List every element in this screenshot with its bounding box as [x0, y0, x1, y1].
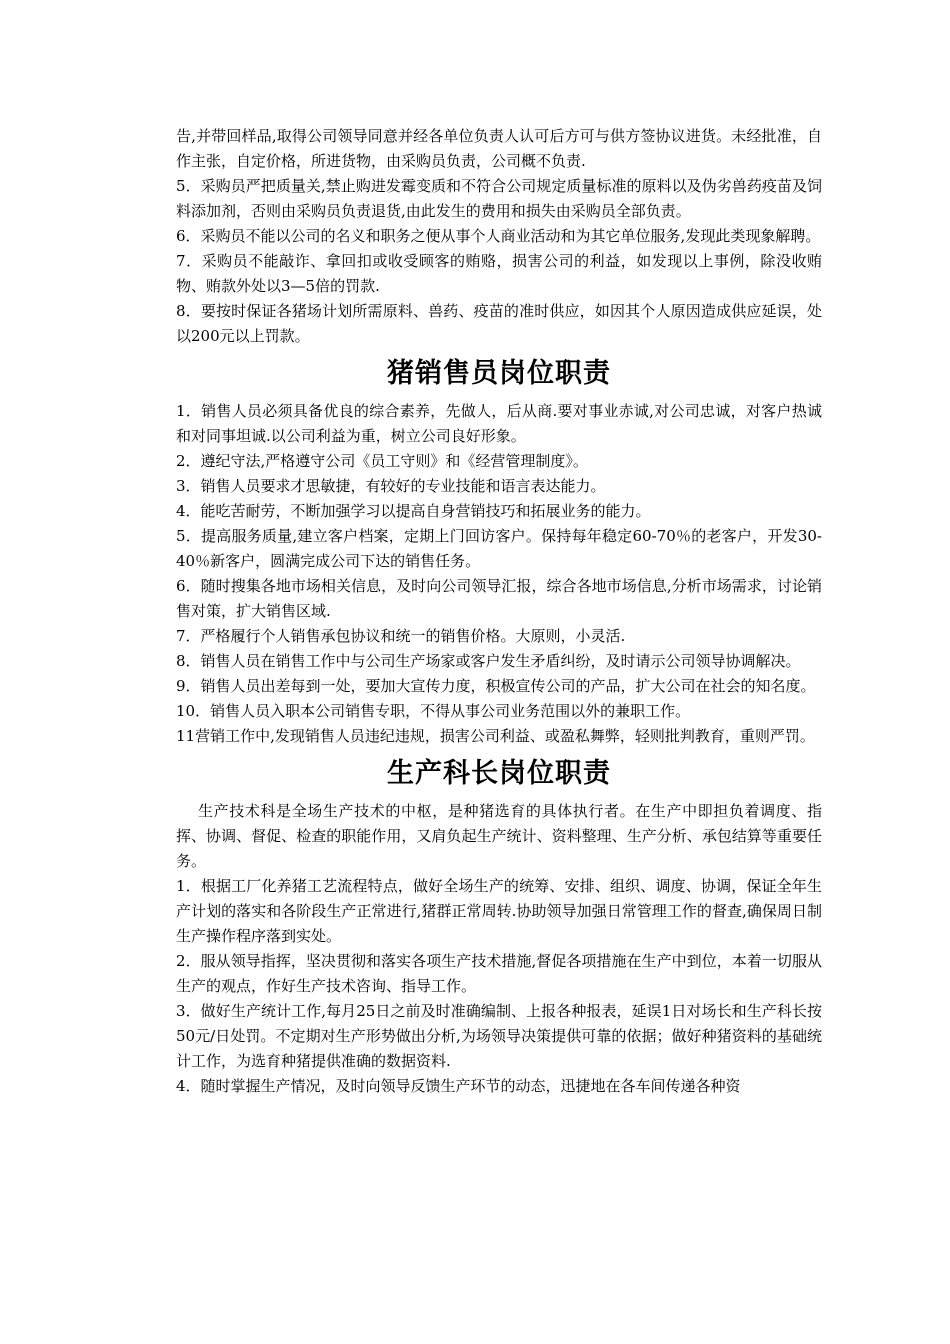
- document-page: [176, 124, 822, 1099]
- paragraph: 8．销售人员在销售工作中与公司生产场家或客户发生矛盾纠纷，及时请示公司领导协调解决。: [176, 652, 801, 670]
- paragraph: 11营销工作中,发现销售人员违纪违规，损害公司利益、或盈私舞弊，轻则批判教育，重则严罚。: [176, 727, 815, 745]
- paragraph: 3．销售人员要求才思敏捷，有较好的专业技能和语言表达能力。: [176, 477, 606, 495]
- paragraph: 3．做好生产统计工作,每月25日之前及时准确编制、上报各种报表，延误1日对场长和生产科长按50元/日处罚。不定期对生产形势做出分析,为场领导决策提供可靠的依据；做好种猪资料的基础统计工作，为选育种猪提供准确的数据资料.: [176, 1002, 822, 1070]
- paragraph: 4．随时掌握生产情况，及时向领导反馈生产环节的动态，迅捷地在各车间传递各种资: [176, 1077, 741, 1095]
- paragraph: 告,并带回样品,取得公司领导同意并经各单位负责人认可后方可与供方签协议进货。未经批准，自作主张，自定价格，所进货物，由采购员负责，公司概不负责.: [176, 127, 822, 170]
- section-title: 生产科长岗位职责: [387, 758, 611, 789]
- paragraph: 6．随时搜集各地市场相关信息，及时向公司领导汇报，综合各地市场信息,分析市场需求，讨论销售对策，扩大销售区域.: [176, 577, 822, 620]
- paragraph: 5．提高服务质量,建立客户档案，定期上门回访客户。保持每年稳定60-70％的老客户，开发30-40％新客户，圆满完成公司下达的销售任务。: [176, 527, 822, 570]
- paragraph: 2．遵纪守法,严格遵守公司《员工守则》和《经营管理制度》。: [176, 452, 588, 470]
- section-title: 猪销售员岗位职责: [387, 358, 611, 389]
- paragraph: 9．销售人员出差每到一处，要加大宣传力度，积极宣传公司的产品，扩大公司在社会的知名度。: [176, 677, 816, 695]
- section-production: [176, 749, 822, 1099]
- section-intro: [176, 124, 822, 349]
- paragraph: 1．根据工厂化养猪工艺流程特点，做好全场生产的统筹、安排、组织、调度、协调，保证全年生产计划的落实和各阶段生产正常进行,猪群正常周转.协助领导加强日常管理工作的督查,确保周日制生产操作程序落到实处。: [176, 877, 822, 945]
- paragraph: 2．服从领导指挥，坚决贯彻和落实各项生产技术措施,督促各项措施在生产中到位，本着一切服从生产的观点，作好生产技术咨询、指导工作。: [176, 952, 822, 995]
- paragraph: 8．要按时保证各猪场计划所需原料、兽药、疫苗的准时供应，如因其个人原因造成供应延误，处以200元以上罚款。: [176, 302, 822, 345]
- paragraph: 4．能吃苦耐劳，不断加强学习以提高自身营销技巧和拓展业务的能力。: [176, 502, 651, 520]
- section-sales: [176, 349, 822, 749]
- paragraph: 5．采购员严把质量关,禁止购进发霉变质和不符合公司规定质量标准的原料以及伪劣兽药疫苗及饲料添加剂，否则由采购员负责退货,由此发生的费用和损失由采购员全部负责。: [176, 177, 822, 220]
- paragraph: 7．采购员不能敲诈、拿回扣或收受顾客的贿赂，损害公司的利益，如发现以上事例，除没收贿物、贿款外处以3—5倍的罚款.: [176, 252, 822, 295]
- paragraph: 1．销售人员必须具备优良的综合素养，先做人，后从商.要对事业赤诚,对公司忠诚，对客户热诚和对同事坦诚.以公司利益为重，树立公司良好形象。: [176, 402, 822, 445]
- paragraph: 7．严格履行个人销售承包协议和统一的销售价格。大原则，小灵活.: [176, 627, 626, 645]
- paragraph: 6．采购员不能以公司的名义和职务之便从事个人商业活动和为其它单位服务,发现此类现象解聘。: [176, 227, 821, 245]
- intro-paragraph: 生产技术科是全场生产技术的中枢，是种猪选育的具体执行者。在生产中即担负着调度、指挥、协调、督促、检查的职能作用，又肩负起生产统计、资料整理、生产分析、承包结算等重要任务。: [176, 802, 822, 870]
- paragraph: 10．销售人员入职本公司销售专职，不得从事公司业务范围以外的兼职工作。: [176, 702, 691, 720]
